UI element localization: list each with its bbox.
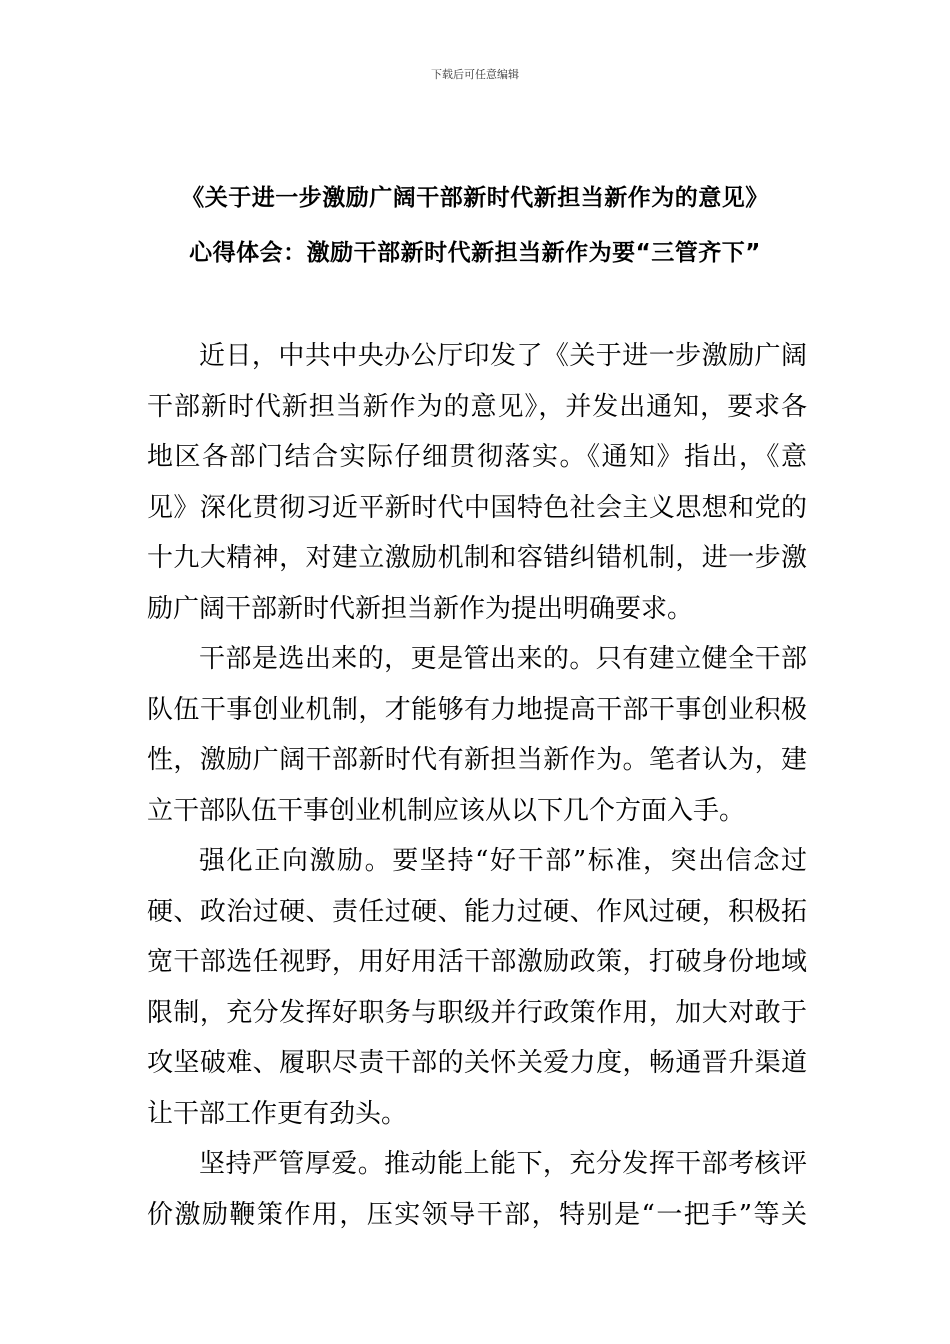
document-title-line-2: 心得体会：激励干部新时代新担当新作为要“三管齐下”: [189, 240, 761, 266]
paragraph-line: 强化正向激励。要坚持“好干部”标准，突出信念过: [199, 846, 807, 876]
paragraph-3: [147, 836, 807, 1139]
document-body: [147, 331, 807, 1240]
paragraph-line: 干部新时代新担当新作为的意见》，并发出通知，要求各: [147, 391, 807, 422]
paragraph-line: 攻坚破难、履职尽责干部的关怀关爱力度，畅通晋升渠道: [147, 1048, 807, 1078]
paragraph-line: 价激励鞭策作用，压实领导干部，特别是“一把手”等关: [147, 1199, 807, 1230]
paragraph-line: 性，激励广阔干部新时代有新担当新作为。笔者认为，建: [147, 745, 807, 775]
paragraph-line: 硬、政治过硬、责任过硬、能力过硬、作风过硬，积极拓: [147, 896, 807, 927]
header-note: 下载后可任意编辑: [431, 68, 519, 81]
paragraph-2: [147, 634, 807, 836]
paragraph-1: [147, 331, 807, 634]
paragraph-line: 队伍干事创业机制，才能够有力地提高干部干事创业积极: [147, 694, 807, 725]
paragraph-line: 地区各部门结合实际仔细贯彻落实。《通知》指出，《意: [147, 442, 807, 472]
paragraph-line: 坚持严管厚爱。推动能上能下，充分发挥干部考核评: [199, 1149, 807, 1179]
paragraph-line: 见》深化贯彻习近平新时代中国特色社会主义思想和党的: [147, 492, 807, 523]
paragraph-line: 让干部工作更有劲头。: [147, 1098, 408, 1129]
paragraph-4: [147, 1139, 807, 1240]
paragraph-line: 宽干部选任视野，用好用活干部激励政策，打破身份地域: [147, 947, 807, 977]
paragraph-line: 十九大精神，对建立激励机制和容错纠错机制，进一步激: [147, 543, 807, 573]
paragraph-line: 励广阔干部新时代新担当新作为提出明确要求。: [147, 593, 694, 624]
paragraph-line: 立干部队伍干事创业机制应该从以下几个方面入手。: [147, 795, 746, 826]
paragraph-line: 限制，充分发挥好职务与职级并行政策作用，加大对敢于: [147, 997, 807, 1028]
paragraph-line: 干部是选出来的，更是管出来的。只有建立健全干部: [199, 644, 807, 674]
paragraph-line: 近日，中共中央办公厅印发了《关于进一步激励广阔: [199, 341, 807, 371]
document-title-line-1: 《关于进一步激励广阔干部新时代新担当新作为的意见》: [181, 185, 769, 211]
